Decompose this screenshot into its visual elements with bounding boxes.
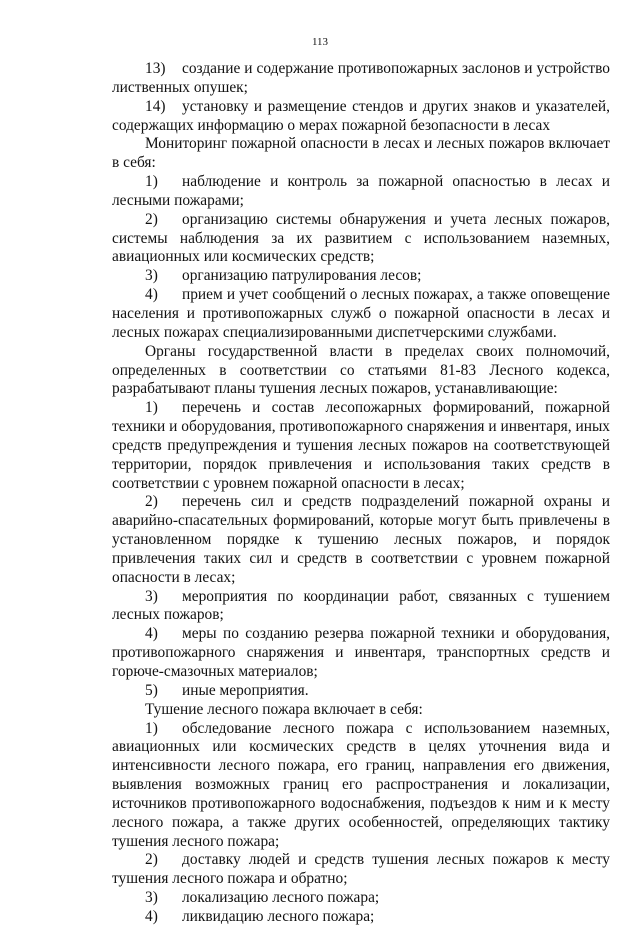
paragraph (112, 851, 610, 889)
paragraph (112, 60, 610, 98)
list-number: 2) (145, 210, 158, 228)
paragraph-text: доставку людей и средств тушения лесных пожаров к месту тушения лесного пожара и обратно; (112, 851, 610, 888)
paragraph (112, 211, 610, 268)
list-number: 3) (145, 889, 158, 907)
paragraph (112, 343, 610, 400)
paragraph (112, 135, 610, 173)
paragraph-text: локализацию лесного пожара; (182, 889, 380, 907)
list-number: 3) (145, 587, 158, 605)
list-number: 2) (145, 493, 158, 511)
paragraph-text: установку и размещение стендов и других знаков и указателей, содержащих информацию о мерах пожарной безопасности в лесах (112, 97, 610, 134)
paragraph-text: прием и учет сообщений о лесных пожарах, а также оповещение населения и противопожарных служб о пожарной опасности в лесах и лесных пожарах специализированными диспетчерскими службами. (112, 286, 610, 341)
paragraph-text: Тушение лесного пожара включает в себя: (145, 700, 423, 718)
paragraph-text: создание и содержание противопожарных заслонов и устройство лиственных опушек; (112, 60, 610, 96)
list-number: 3) (145, 267, 158, 285)
paragraph (112, 682, 610, 701)
paragraph (112, 98, 610, 136)
list-number: 1) (145, 173, 158, 191)
paragraph (112, 399, 610, 493)
paragraph-text: организацию системы обнаружения и учета лесных пожаров, системы наблюдения за их развитием с использованием наземных, авиационных или космических средств; (112, 210, 610, 266)
paragraph-text: обследование лесного пожара с использованием наземных, авиационных или космических средств в целях уточнения вида и интенсивности лесного пожара, его границ, направления его движения, выявления возможных границ его распространения и локализации, источников противопожарного водоснабжения, подъездов к ним и к месту лесного пожара, а также других особенностей, определяющих тактику тушения лесного пожара; (112, 719, 610, 850)
list-number: 1) (145, 719, 158, 737)
paragraph-text: Мониторинг пожарной опасности в лесах и лесных пожаров включает в себя: (112, 135, 610, 172)
page-number: 113 (311, 36, 329, 48)
paragraph (112, 493, 610, 587)
list-number: 14) (145, 97, 166, 115)
paragraph-text: мероприятия по координации работ, связанных с тушением лесных пожаров; (112, 587, 610, 624)
paragraph (112, 173, 610, 211)
list-number: 4) (145, 286, 158, 304)
paragraph (112, 267, 610, 286)
paragraph (112, 625, 610, 682)
paragraph (112, 588, 610, 626)
paragraph (112, 889, 610, 908)
paragraph-text: организацию патрулирования лесов; (182, 267, 422, 285)
paragraph-text: иные мероприятия. (182, 681, 309, 699)
list-number: 13) (145, 60, 166, 77)
paragraph-text: меры по созданию резерва пожарной техники и оборудования, противопожарного снаряжения и инвентаря, транспортных средств и горюче-смазочных материалов; (112, 625, 610, 680)
paragraph (112, 720, 610, 852)
paragraph-text: Органы государственной власти в пределах своих полномочий, определенных в соответствии со статьями 81-83 Лесного кодекса, разрабатывают планы тушения лесных пожаров, устанавливающие: (112, 342, 610, 398)
list-number: 1) (145, 399, 158, 417)
document-body (112, 60, 610, 927)
paragraph (112, 701, 610, 720)
paragraph-text: наблюдение и контроль за пожарной опасностью в лесах и лесными пожарами; (112, 173, 610, 209)
paragraph-text: перечень сил и средств подразделений пожарной охраны и аварийно-спасательных формирований, которые могут быть привлечены в установленном порядке к тушению лесных пожаров, и порядок привлечения таких сил и средств в соответствии с уровнем пожарной опасности в лесах; (112, 493, 610, 586)
list-number: 4) (145, 907, 158, 925)
list-number: 4) (145, 625, 158, 643)
paragraph-text: перечень и состав лесопожарных формирований, пожарной техники и оборудования, противопожарного снаряжения и инвентаря, иных средств предупреждения и тушения лесных пожаров на соответствующей территории, порядок привлечения и использования таких средств в соответствии с уровнем пожарной опасности в лесах; (112, 399, 610, 492)
paragraph (112, 286, 610, 343)
list-number: 2) (145, 851, 158, 869)
list-number: 5) (145, 681, 158, 699)
paragraph (112, 908, 610, 927)
paragraph-text: ликвидацию лесного пожара; (182, 907, 375, 925)
